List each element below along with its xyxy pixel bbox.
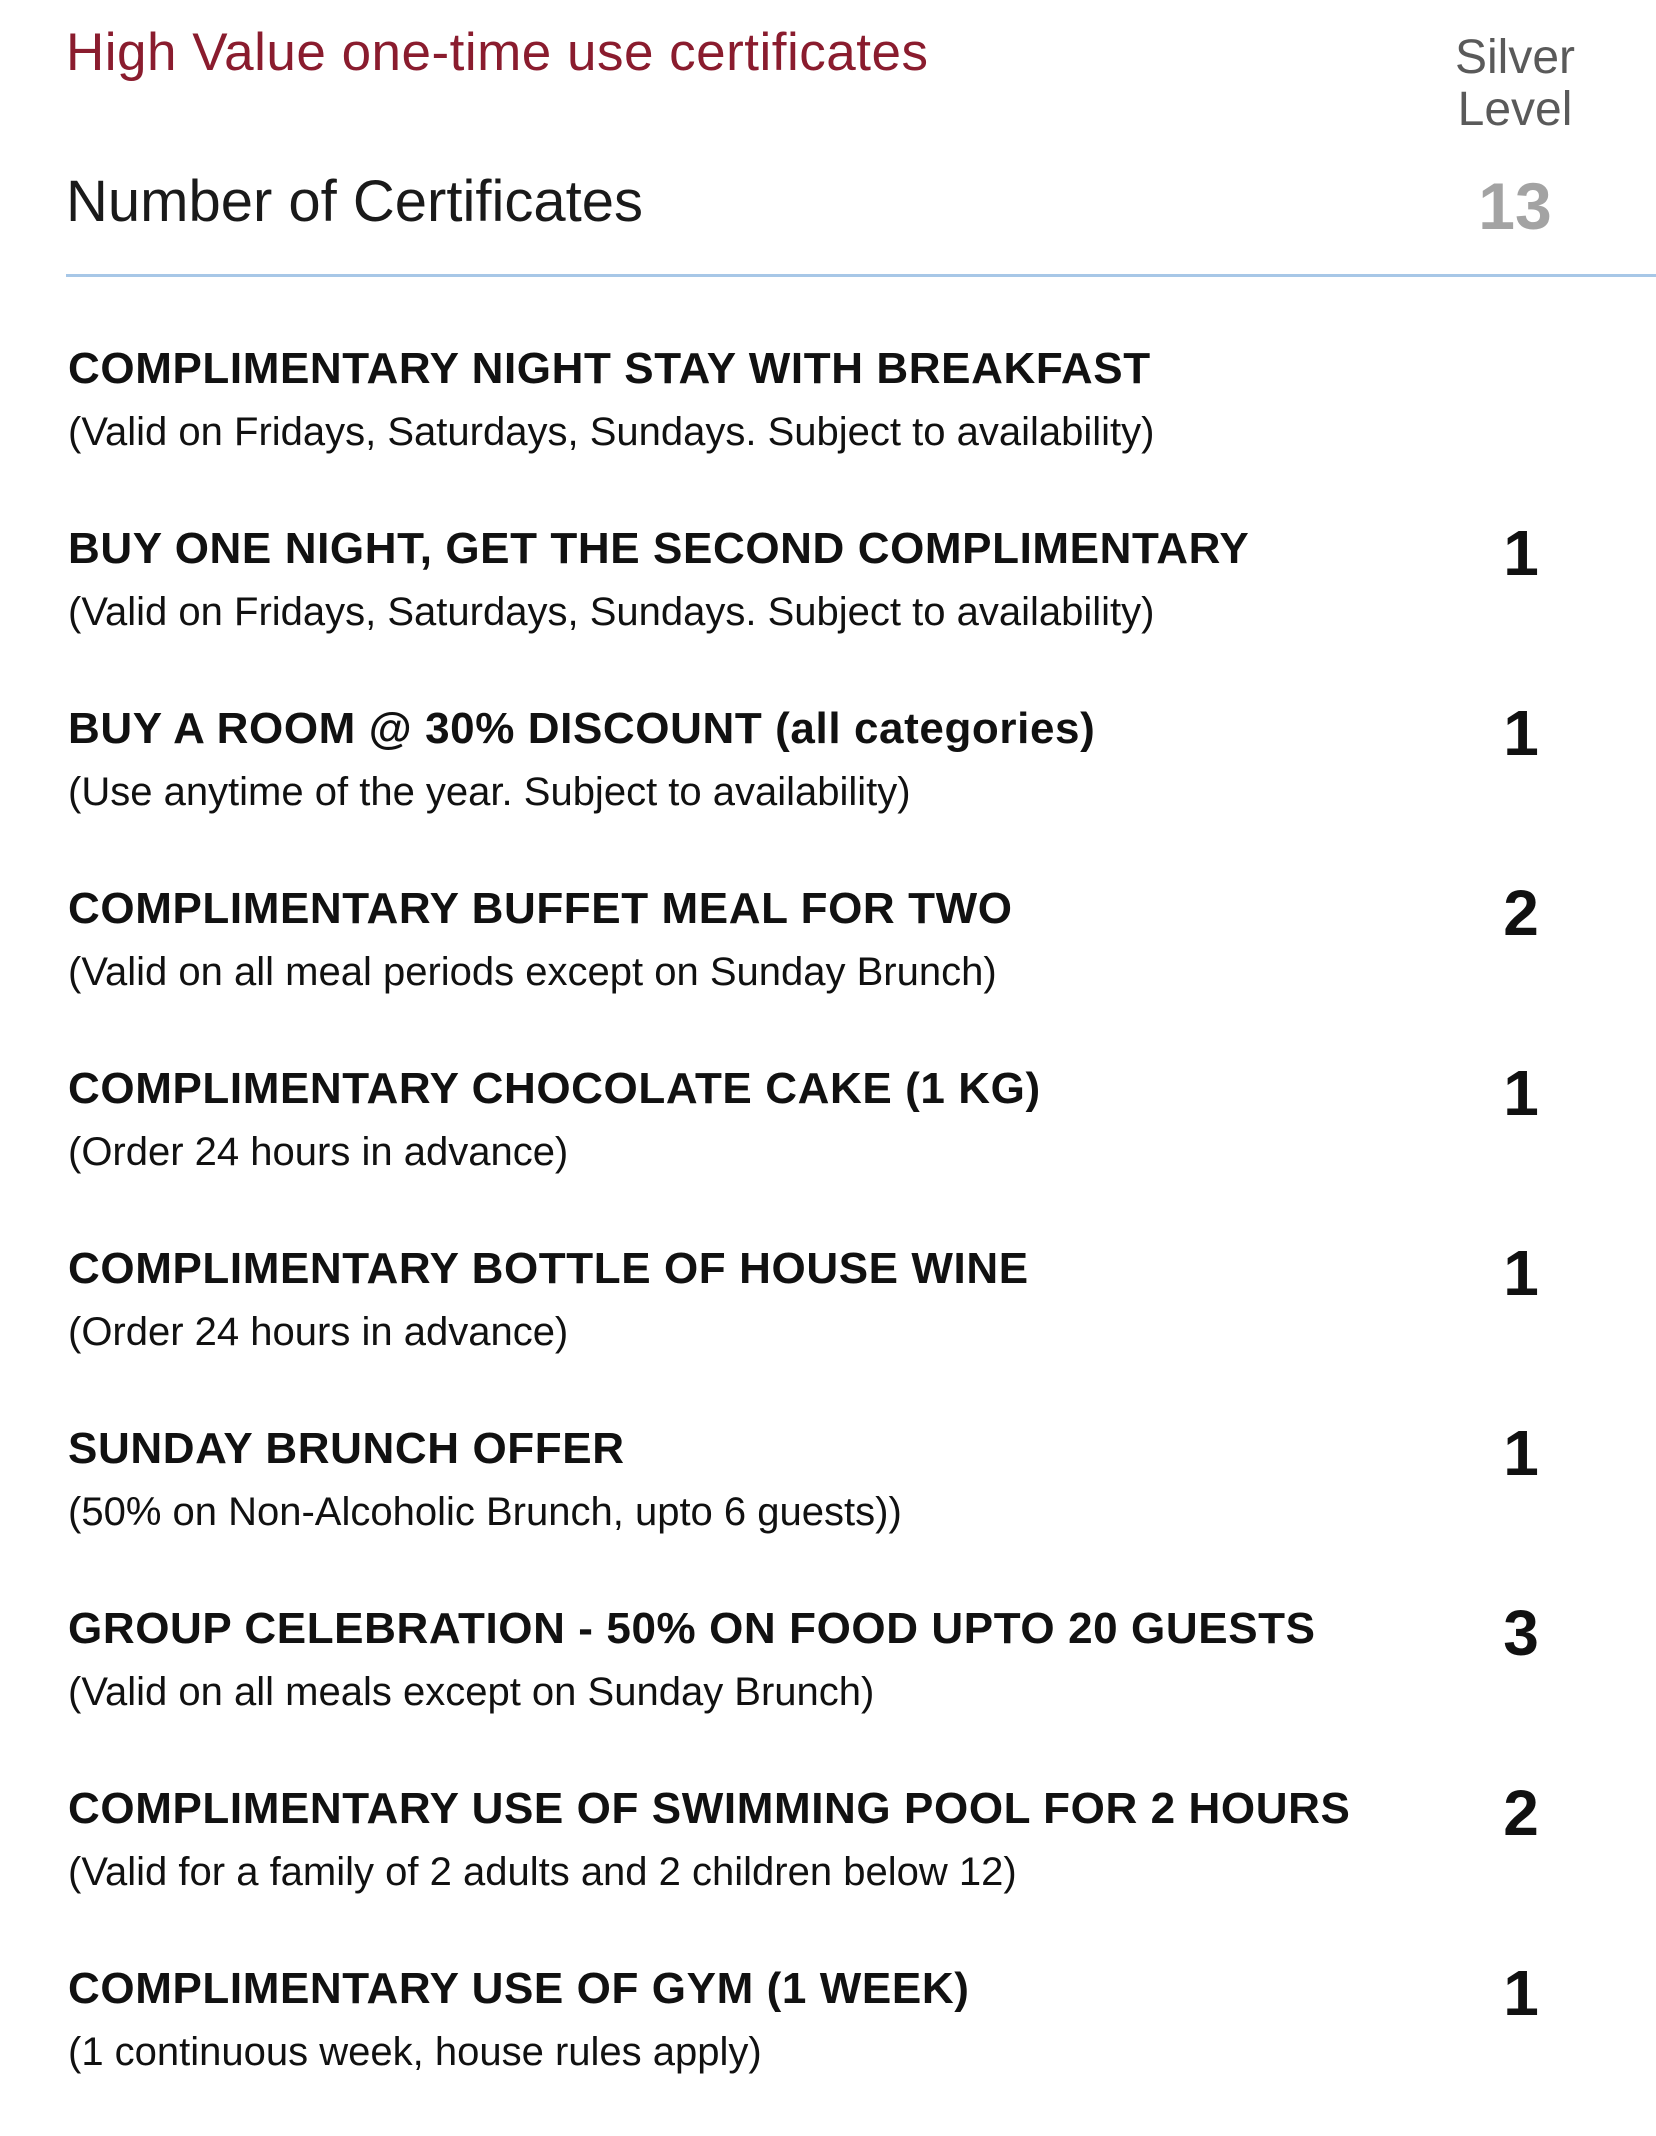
membership-level bbox=[1420, 32, 1610, 136]
certificate-quantity: 1 bbox=[1503, 517, 1539, 589]
certificate-item bbox=[66, 1596, 1656, 1776]
certificate-item bbox=[66, 336, 1656, 516]
certificate-title: GROUP CELEBRATION - 50% ON FOOD UPTO 20 GUESTS bbox=[68, 1604, 1316, 1653]
page-title: High Value one-time use certificates bbox=[66, 23, 929, 82]
certificate-title: BUY A ROOM @ 30% DISCOUNT (all categories) bbox=[68, 704, 1096, 753]
certificate-title: COMPLIMENTARY USE OF SWIMMING POOL FOR 2 HOURS bbox=[68, 1784, 1351, 1833]
certificate-terms: (Valid for a family of 2 adults and 2 children below 12) bbox=[68, 1850, 1017, 1894]
certificate-quantity: 1 bbox=[1503, 1057, 1539, 1129]
header-divider bbox=[66, 274, 1656, 277]
certificate-item bbox=[66, 1416, 1656, 1596]
certificate-item bbox=[66, 1956, 1656, 2136]
certificate-terms: (Valid on Fridays, Saturdays, Sundays. Subject to availability) bbox=[68, 410, 1155, 454]
certificate-terms: (Valid on Fridays, Saturdays, Sundays. Subject to availability) bbox=[68, 590, 1155, 634]
membership-level-line1: Silver bbox=[1454, 31, 1576, 84]
certificate-quantity: 3 bbox=[1503, 1597, 1539, 1669]
certificate-terms: (Use anytime of the year. Subject to availability) bbox=[68, 770, 911, 814]
certificate-item bbox=[66, 1776, 1656, 1956]
certificate-title: COMPLIMENTARY NIGHT STAY WITH BREAKFAST bbox=[68, 344, 1151, 393]
certificate-title: COMPLIMENTARY BUFFET MEAL FOR TWO bbox=[68, 884, 1013, 933]
certificate-title: COMPLIMENTARY BOTTLE OF HOUSE WINE bbox=[68, 1244, 1029, 1293]
certificate-list bbox=[66, 336, 1656, 2136]
certificate-terms: (Order 24 hours in advance) bbox=[68, 1310, 569, 1354]
certificate-quantity: 1 bbox=[1503, 697, 1539, 769]
certificate-quantity: 1 bbox=[1503, 1417, 1539, 1489]
certificate-terms: (Order 24 hours in advance) bbox=[68, 1130, 569, 1174]
certificate-item bbox=[66, 1236, 1656, 1416]
certificate-terms: (1 continuous week, house rules apply) bbox=[68, 2030, 762, 2074]
certificate-item bbox=[66, 1056, 1656, 1236]
certificate-terms: (50% on Non-Alcoholic Brunch, upto 6 guests)) bbox=[68, 1490, 902, 1534]
certificate-item bbox=[66, 696, 1656, 876]
certificate-item bbox=[66, 516, 1656, 696]
membership-level-line2: Level bbox=[1457, 83, 1573, 136]
certificate-quantity: 1 bbox=[1503, 1237, 1539, 1309]
certificate-quantity: 2 bbox=[1503, 877, 1539, 949]
certificate-quantity: 2 bbox=[1503, 1777, 1539, 1849]
certificate-item bbox=[66, 876, 1656, 1056]
certificate-quantity: 1 bbox=[1503, 1957, 1539, 2029]
certificate-title: COMPLIMENTARY USE OF GYM (1 WEEK) bbox=[68, 1964, 970, 2013]
certificate-title: BUY ONE NIGHT, GET THE SECOND COMPLIMENTARY bbox=[68, 524, 1250, 573]
certificate-terms: (Valid on all meals except on Sunday Brunch) bbox=[68, 1670, 875, 1714]
certificate-count-label: Number of Certificates bbox=[66, 169, 643, 234]
certificate-title: SUNDAY BRUNCH OFFER bbox=[68, 1424, 625, 1473]
certificate-total: 13 bbox=[1478, 169, 1552, 243]
certificate-title: COMPLIMENTARY CHOCOLATE CAKE (1 KG) bbox=[68, 1064, 1041, 1113]
certificate-terms: (Valid on all meal periods except on Sunday Brunch) bbox=[68, 950, 997, 994]
